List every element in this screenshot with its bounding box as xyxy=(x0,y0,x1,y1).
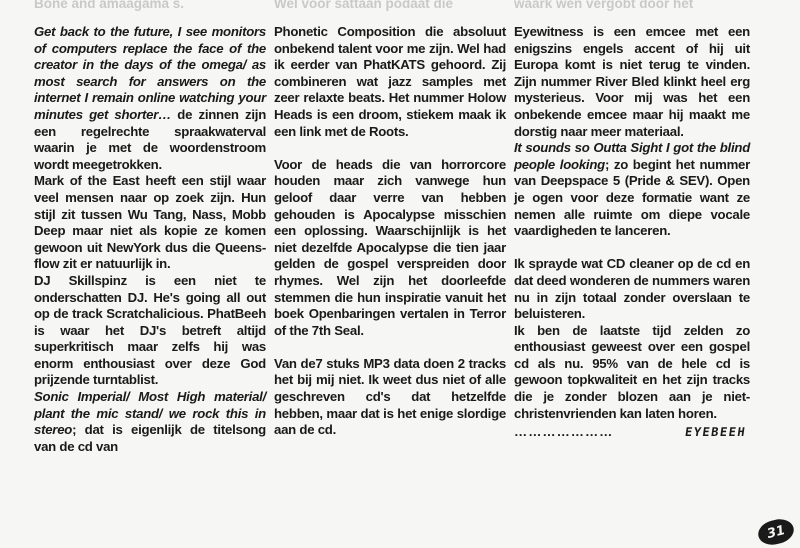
text-column-2 xyxy=(274,24,506,439)
page-number: 31 xyxy=(765,522,787,542)
text-column-3 xyxy=(514,24,750,441)
bleed-text-col3: waark wen vergobt door het xyxy=(514,0,694,11)
lyric-quote: It sounds so Outta Sight I got the blind people looking xyxy=(514,140,750,172)
paragraph-conclusion: Ik ben de laatste tijd zelden zo enthousiast geweest over een gospel cd als nu. 95% van de hele cd is gewoon topkwaliteit en het zijn tracks die je zonder blozen aan je niet-christenvrienden kan laten horen. xyxy=(514,322,750,421)
lyric-quote: Sonic Imperial/ Most High material/ plant the mic stand/ we rock this in stereo xyxy=(34,389,266,438)
bleed-text-col2: Wel voor sattaan podaat die xyxy=(274,0,454,11)
paragraph-eyewitness: Eyewitness is een emcee met een enigszins engels accent of hij uit Europa komt is niet terug te vinden. Zijn nummer River Bled klinkt heel erg mysterieus. Voor mij was het een onbekende emcee maar hij maakt me dorstig naar meer materiaal. xyxy=(514,24,750,139)
paragraph-text: ; zo begint het nummer van Deepspace 5 (Pride & SEV). Open je ogen voor deze formatie want ze nemen alle ruimte om diepe vocale vaardigheden te lanceren. xyxy=(514,156,751,239)
paragraph-apocalypse: Voor de heads die van horrorcore houden maar zich vanwege hun geloof daar verre van hebben gehouden is Apocalypse misschien een oplossing. Waarschijnlijk is het niet dezelfde Apocalypse die tien jaar gelden de gospel verspreiden door rhymes. Wel zijn het doorleefde stemmen die hun inspiratie vanuit het boek Openbaringen vertalen in Terror of the 7th Seal. xyxy=(274,156,506,338)
paragraph-cd-cleaner: Ik sprayde wat CD cleaner op de cd en dat deed wonderen de nummers waren nu in zijn totaal zonder overslaan te beluisteren. xyxy=(514,256,750,322)
lyric-quote: Get back to the future, I see monitors of computers replace the face of the creator in the days of the omega/ as most search for answers on the internet I remain online watching your minutes get shorter… xyxy=(34,24,266,122)
signature-dots: ………………… xyxy=(514,424,614,440)
paragraph-sonic-imperial xyxy=(34,389,266,455)
paragraph-mp3-data: Van de7 stuks MP3 data doen 2 tracks het bij mij niet. Ik weet dus niet of alle geschreven cd's dat hetzelfde hebben, maar dat is het enige slordige aan de cd. xyxy=(274,355,506,438)
page-number-badge xyxy=(756,516,797,548)
author-signature: EYEBEEH xyxy=(683,425,748,440)
bleed-text-col1: Bone and amaagama s. xyxy=(34,0,185,11)
paragraph-text: de zinnen zijn een regelrechte spraakwaterval waarin je met de woordenstroom wordt meegetrokken. xyxy=(34,106,266,172)
paragraph-text: ; dat is eigenlijk de titelsong van de cd van xyxy=(34,422,266,454)
paragraph-deepspace-5 xyxy=(514,140,750,240)
paragraph-mark-of-the-east: Mark of the East heeft een stijl waar veel mensen naar op zoek zijn. Hun stijl zit tussen Wu Tang, Nass, Mobb Deep maar niet als kopie ze komen gewoon uit NewYork dus die Queens-flow zit er natuurlijk in. xyxy=(34,173,266,272)
paragraph-lyrics-intro xyxy=(34,24,266,173)
signature-line xyxy=(514,424,750,441)
paragraph-phonetic-composition: Phonetic Composition die absoluut onbekend talent voor me zijn. Wel had ik eerder van PhatKATS gehoord. Zij combineren wat jazz samples met zeer relaxte beats. Het nummer Holow Heads is een droom, stiekem maak ik een link met de Roots. xyxy=(274,24,506,139)
paragraph-dj-skillspinz: DJ Skillspinz is een niet te onderschatten DJ. He's going all out op de track Scratchalicious. PhatBeeh is waar het DJ's betreft altijd superkritisch maar zelfs hij was enorm enthousiast over deze God prijzende turntablist. xyxy=(34,272,266,388)
text-column-1 xyxy=(34,24,266,455)
